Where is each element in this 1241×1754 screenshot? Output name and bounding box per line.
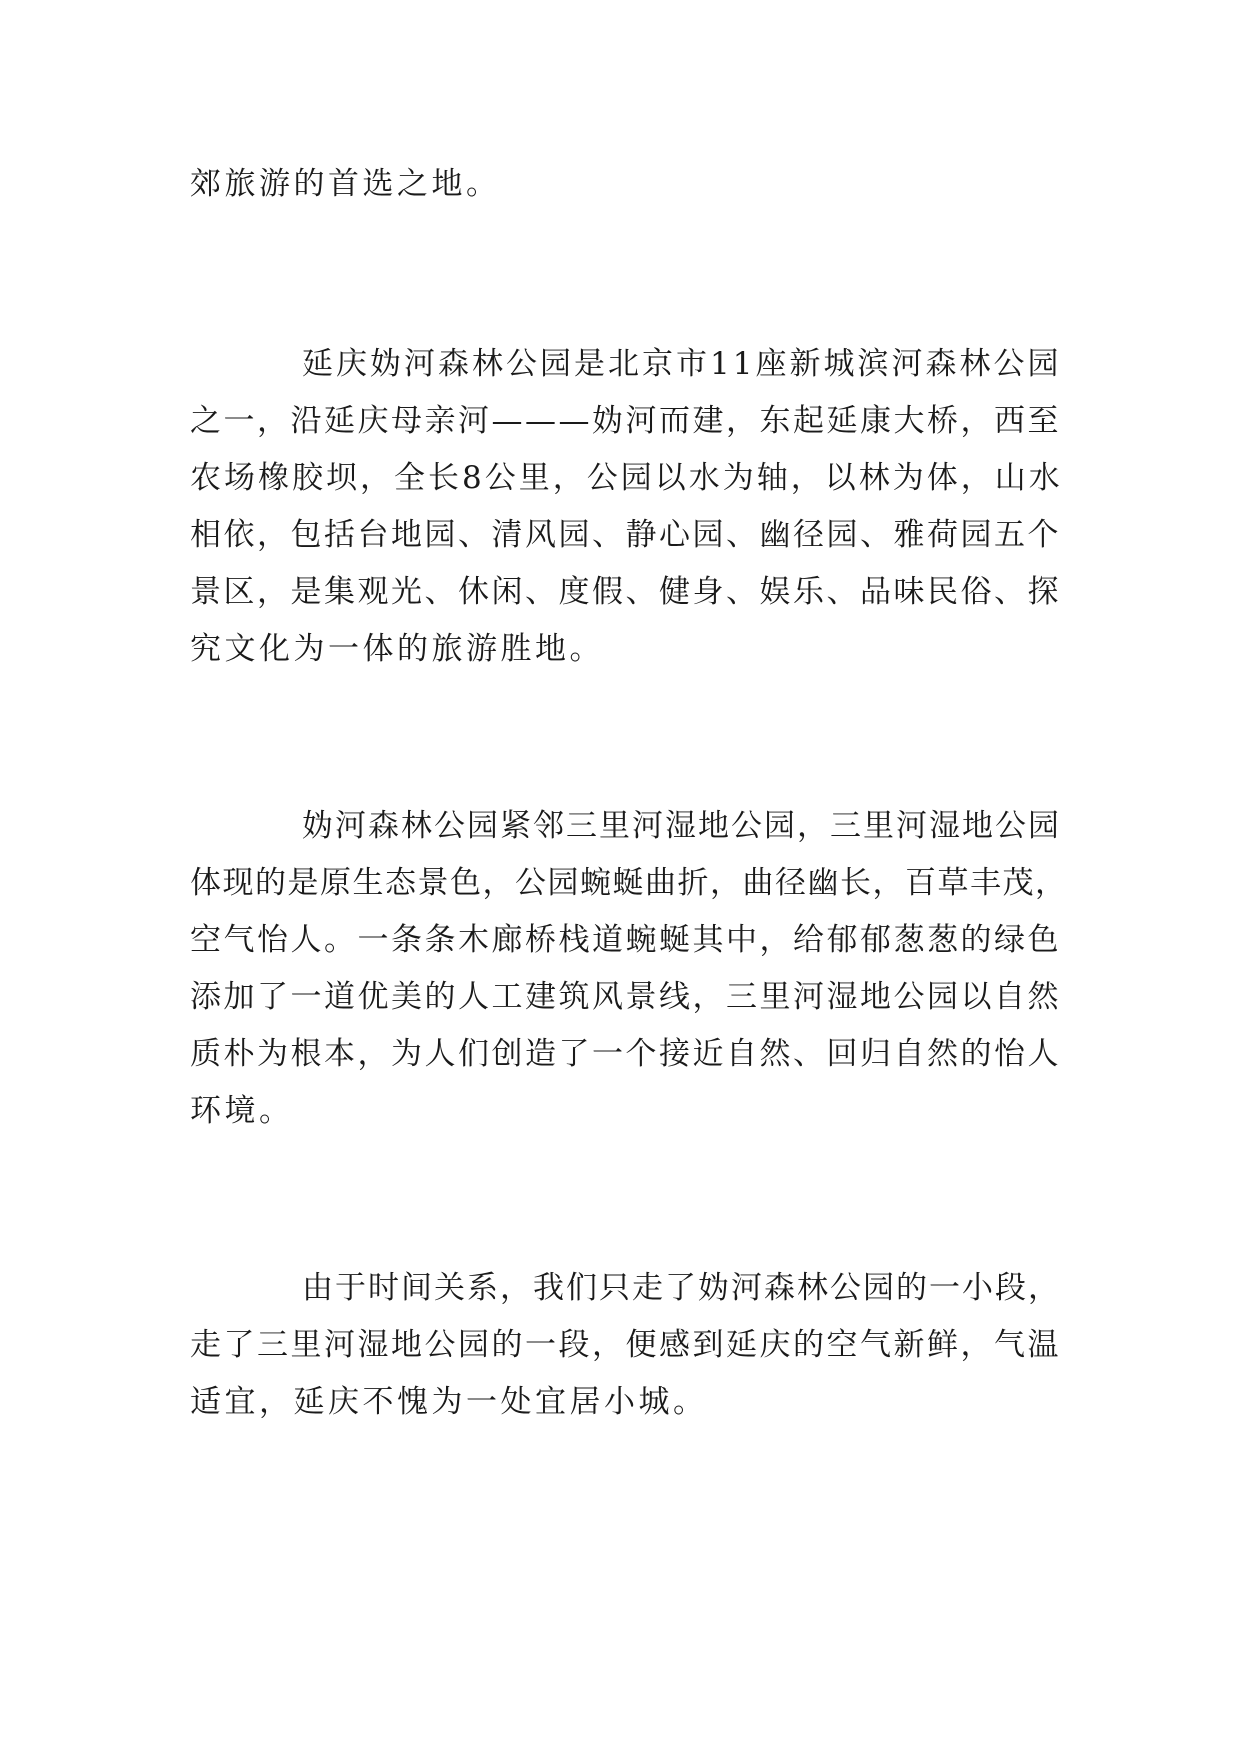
text-line: 添加了一道优美的人工建筑风景线，三里河湿地公园以自然: [190, 979, 1061, 1015]
text-line: 环境。: [190, 1093, 294, 1129]
text-line: 景区，是集观光、休闲、度假、健身、娱乐、品味民俗、探: [190, 574, 1061, 610]
text-line: 空气怡人。一条条木廊桥栈道蜿蜒其中，给郁郁葱葱的绿色: [190, 922, 1061, 958]
text-line: 适宜，延庆不愧为一处宜居小城。: [190, 1384, 708, 1420]
text-line: 质朴为根本，为人们创造了一个接近自然、回归自然的怡人: [190, 1036, 1061, 1072]
text-line: 之一，沿延庆母亲河———妫河而建，东起延康大桥，西至: [190, 403, 1061, 439]
text-line: 究文化为一体的旅游胜地。: [190, 631, 604, 667]
text-line: 走了三里河湿地公园的一段，便感到延庆的空气新鲜，气温: [190, 1327, 1061, 1363]
text-line: 延庆妫河森林公园是北京市11座新城滨河森林公园: [302, 346, 1062, 382]
text-line: 妫河森林公园紧邻三里河湿地公园，三里河湿地公园: [302, 808, 1061, 844]
text-line: 由于时间关系，我们只走了妫河森林公园的一小段，: [302, 1270, 1061, 1306]
text-line: 体现的是原生态景色，公园蜿蜒曲折，曲径幽长，百草丰茂，: [190, 865, 1068, 901]
text-line: 农场橡胶坝，全长8公里，公园以水为轴，以林为体，山水: [190, 460, 1063, 496]
text-line: 相依，包括台地园、清风园、静心园、幽径园、雅荷园五个: [190, 517, 1061, 553]
text-line: 郊旅游的首选之地。: [190, 166, 501, 202]
